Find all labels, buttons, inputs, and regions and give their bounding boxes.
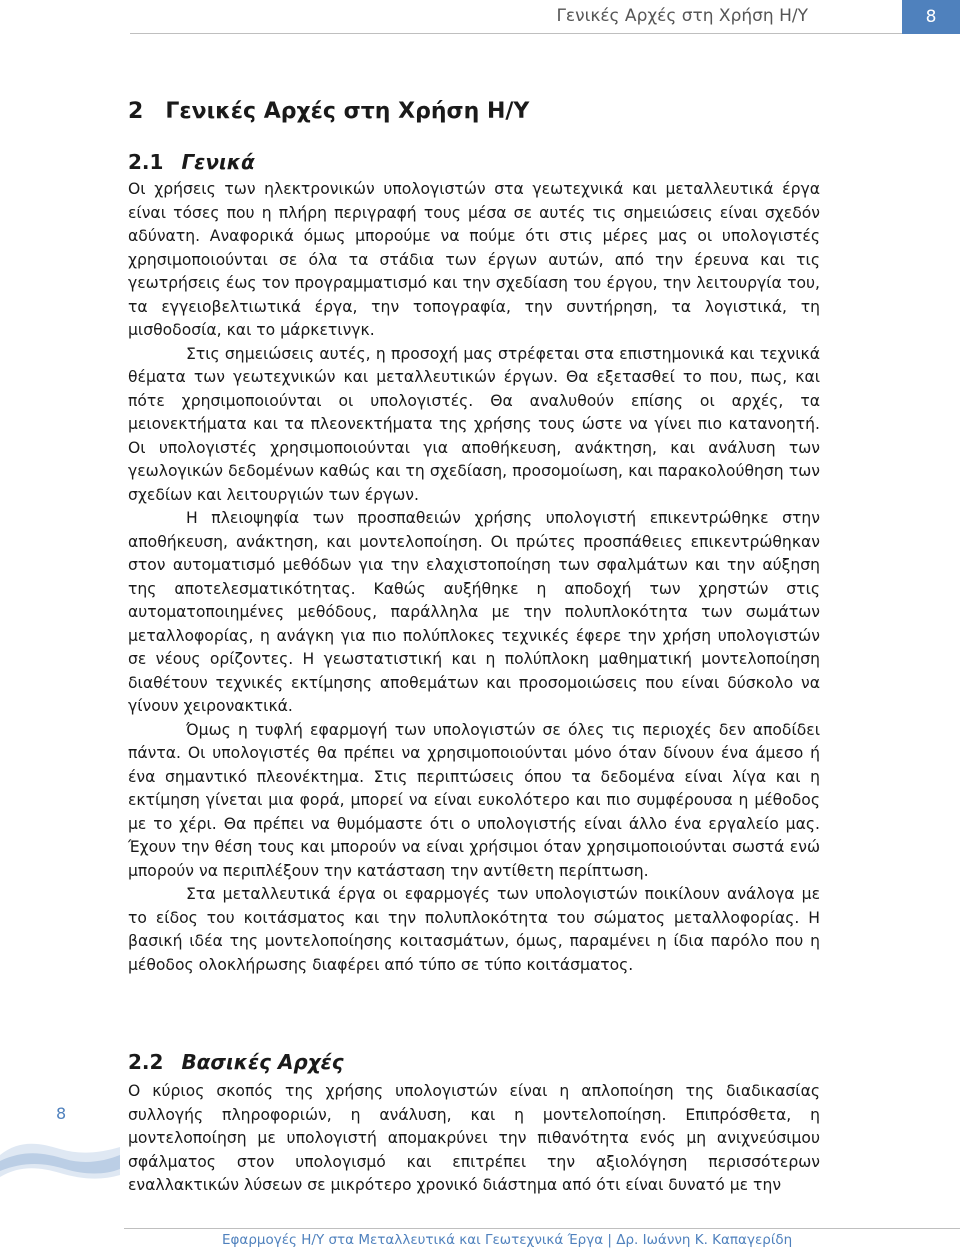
footer-text: Εφαρμογές Η/Υ στα Μεταλλευτικά και Γεωτεχνικά Έργα | Δρ. Ιωάννη Κ. Καπαγερίδη [222,1232,793,1248]
header-divider [130,33,902,34]
section-title: Γενικά [181,150,255,174]
paragraph: Στα μεταλλευτικά έργα οι εφαρμογές των υπολογιστών ποικίλουν ανάλογα με το είδος του κοιτάσματος και την πολυπλοκότητα του σώματος μεταλλοφορίας. Η βασική ιδέα της μοντελοποίησης κοιτασμάτων, όμως, παραμένει η ίδια παρόλο που η μέθοδος ολοκλήρωσης διαφέρει από τύπο σε τύπο κοιτάσματος. [128,885,820,974]
paragraph: Ο κύριος σκοπός της χρήσης υπολογιστών είναι η απλοποίηση της διαδικασίας συλλογής πληροφοριών, η ανάλυση, και η μοντελοποίηση. Επιπρόσθετα, η μοντελοποίηση με υπολογιστή απομακρύνει την πιθανότητα ενός μη ανιχνεύσιμου σφάλματος στον υπολογισμό και επιτρέπει την αξιολόγηση περισσότερων εναλλακτικών λύσεων σε μικρότερο χρονικό διάστημα από ότι είναι δυνατό με την [128,1082,820,1194]
section-title: Βασικές Αρχές [181,1050,344,1074]
paragraph: Οι χρήσεις των ηλεκτρονικών υπολογιστών στα γεωτεχνικά και μεταλλευτικά έργα είναι τόσες που η πλήρη περιγραφή τους μέσα σε αυτές τις σημειώσεις είναι σχεδόν αδύνατη. Αναφορικά όμως μπορούμε να πούμε ότι στις μέρες μας οι υπολογιστές χρησιμοποιούνται σε όλα τα στάδια των έργων αυτών, από την έρευνα και τις γεωτρήσεις έως τον προγραμματισμό και την σχεδίαση του έργου, την λειτουργία του, τα εγγειοβελτιωτικά έργα, την τοπογραφία, την συντήρηση, τα λογιστικά, τη μισθοδοσία, και το μάρκετινγκ. [128,180,820,339]
footer-divider [124,1228,960,1229]
paragraph: Όμως η τυφλή εφαρμογή των υπολογιστών σε όλες τις περιοχές δεν αποδίδει πάντα. Οι υπολογιστές θα πρέπει να χρησιμοποιούνται μόνο όταν δίνουν ένα άμεσο ή ένα σημαντικό πλεονέκτημα. Στις περιπτώσεις όπου τα δεδομένα είναι λίγα και η εκτίμηση γίνεται μια φορά, μπορεί να είναι ευκολότερο και πιο συμφέρουσα η μέθοδος με το χέρι. Θα πρέπει να θυμόμαστε ότι ο υπολογιστής είναι άλλο ένα εργαλείο μας. Έχουν την θέση τους και μπορούν να είναι χρήσιμοι όταν χρησιμοποιούνται σωστά ενώ μπορούν να περιπλέξουν την κατάσταση την αντίθετη περίπτωση. [128,720,820,880]
decorative-ribbon-icon [0,1125,120,1185]
paragraph: Στις σημειώσεις αυτές, η προσοχή μας στρέφεται στα επιστημονικά και τεχνικά θέματα των γεωτεχνικών και μεταλλευτικών έργων. Θα εξετασθεί το που, πως, και πότε χρησιμοποιούνται οι υπολογιστές. Θα αναλυθούν επίσης οι αρχές, τα μειονεκτήματα και τα πλεονεκτήματα της χρήσης τους ώστε να γίνει πιο κατανοητή. Οι υπολογιστές χρησιμοποιούνται για αποθήκευση, ανάκτηση, και ανάλυση των γεωλογικών δεδομένων καθώς και τη σχεδίαση, προσομοίωση, και παρακολούθηση των σχεδίων και λειτουργιών των έργων. [128,344,820,504]
chapter-number: 2 [128,99,144,124]
header-page-number: 8 [902,0,960,34]
chapter-title: Γενικές Αρχές στη Χρήση Η/Υ [165,99,530,124]
section-number: 2.2 [128,1050,164,1074]
section-body-basic-principles [128,1080,820,1198]
paragraph: Η πλειοψηφία των προσπαθειών χρήσης υπολογιστή επικεντρώθηκε στην αποθήκευση, ανάκτηση, και μοντελοποίηση. Οι πρώτες προσπάθειες επικεντρώθηκαν στον αυτοματισμό μεθόδων για την ελαχιστοποίηση των σφαλμάτων και την αύξηση της αποτελεσματικότητας. Καθώς αυξήθηκε η αποδοχή των χρηστών στις αυτοματοποιημένες μεθόδους, παράλληλα με την πολυπλοκότητα των σωμάτων μεταλλοφορίας, η ανάγκη για πιο πολύπλοκες τεχνικές έφερε την χρήση υπολογιστών σε νέους ορίζοντες. Η γεωστατιστική και η πολύπλοκη μαθηματική μοντελοποίηση διαθέτουν τεχνικές εκτίμησης αποθεμάτων και προσομοιώσεις που είναι δύσκολο να γίνουν χειρονακτικά. [128,509,820,715]
section-body-general [128,178,820,977]
header-title: Γενικές Αρχές στη Χρήση Η/Υ [556,6,808,26]
section-heading-basic-principles [128,1050,344,1074]
chapter-heading [128,99,529,124]
side-page-number: 8 [56,1104,67,1123]
section-heading-general [128,150,255,174]
section-number: 2.1 [128,150,164,174]
